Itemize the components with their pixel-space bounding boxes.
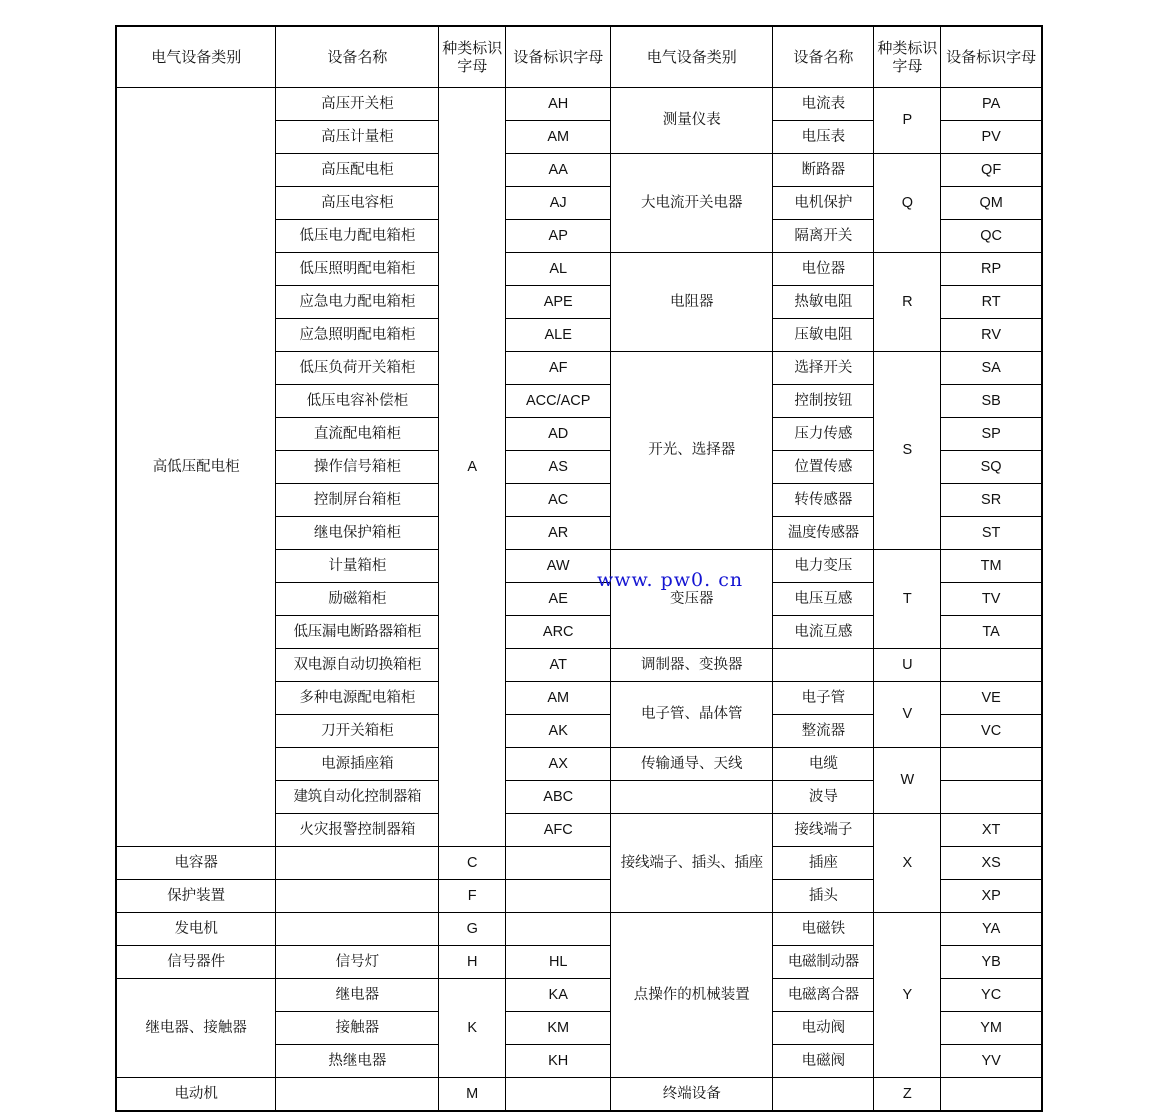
cell-device-name-left bbox=[276, 1078, 439, 1112]
cell-id-code-left: AFC bbox=[506, 814, 611, 847]
header-cell-id-letter-left: 设备标识字母 bbox=[506, 26, 611, 88]
cell-id-code-right: PV bbox=[941, 121, 1042, 154]
cell-category-right: 调制器、变换器 bbox=[611, 649, 773, 682]
cell-category-right: 测量仪表 bbox=[611, 88, 773, 154]
cell-category-right: 开光、选择器 bbox=[611, 352, 773, 550]
cell-id-code-left: AR bbox=[506, 517, 611, 550]
cell-device-name-right: 电压互感 bbox=[773, 583, 874, 616]
cell-device-name-left: 刀开关箱柜 bbox=[276, 715, 439, 748]
cell-device-name-right: 电子管 bbox=[773, 682, 874, 715]
cell-device-name-right: 控制按钮 bbox=[773, 385, 874, 418]
cell-id-code-left: AJ bbox=[506, 187, 611, 220]
cell-id-code-left: AW bbox=[506, 550, 611, 583]
cell-category-left: 高低压配电柜 bbox=[116, 88, 276, 847]
cell-device-name-left: 继电保护箱柜 bbox=[276, 517, 439, 550]
cell-id-code-right: XS bbox=[941, 847, 1042, 880]
header-cell-kind-letter-left: 种类标识字母 bbox=[439, 26, 506, 88]
cell-kind-letter-right: Y bbox=[874, 913, 941, 1078]
cell-device-name-left: 低压负荷开关箱柜 bbox=[276, 352, 439, 385]
cell-device-name-right: 电磁离合器 bbox=[773, 979, 874, 1012]
cell-device-name-right: 整流器 bbox=[773, 715, 874, 748]
cell-kind-letter-right: X bbox=[874, 814, 941, 913]
cell-id-code-left: AC bbox=[506, 484, 611, 517]
cell-id-code-left: AH bbox=[506, 88, 611, 121]
header-cell-name-left: 设备名称 bbox=[276, 26, 439, 88]
cell-device-name-right: 转传感器 bbox=[773, 484, 874, 517]
cell-device-name-left bbox=[276, 880, 439, 913]
cell-id-code-right: TV bbox=[941, 583, 1042, 616]
cell-device-name-left: 火灾报警控制器箱 bbox=[276, 814, 439, 847]
cell-device-name-left: 多种电源配电箱柜 bbox=[276, 682, 439, 715]
cell-device-name-left: 应急照明配电箱柜 bbox=[276, 319, 439, 352]
cell-device-name-left: 控制屏台箱柜 bbox=[276, 484, 439, 517]
cell-category-left: 发电机 bbox=[116, 913, 276, 946]
cell-id-code-left bbox=[506, 913, 611, 946]
cell-id-code-right bbox=[941, 649, 1042, 682]
cell-kind-letter-right: V bbox=[874, 682, 941, 748]
table-header-row bbox=[116, 26, 1042, 88]
cell-id-code-left: ALE bbox=[506, 319, 611, 352]
cell-kind-letter-right: S bbox=[874, 352, 941, 550]
cell-id-code-left: ABC bbox=[506, 781, 611, 814]
cell-kind-letter-left: C bbox=[439, 847, 506, 880]
cell-id-code-right bbox=[941, 1078, 1042, 1112]
header-cell-kind-letter-right: 种类标识字母 bbox=[874, 26, 941, 88]
cell-kind-letter-right: Q bbox=[874, 154, 941, 253]
cell-category-right: 电子管、晶体管 bbox=[611, 682, 773, 748]
cell-category-right: 接线端子、插头、插座 bbox=[611, 814, 773, 913]
cell-device-name-right bbox=[773, 1078, 874, 1112]
cell-device-name-right: 电流表 bbox=[773, 88, 874, 121]
cell-id-code-left: AM bbox=[506, 121, 611, 154]
cell-id-code-right bbox=[941, 781, 1042, 814]
cell-device-name-right: 电力变压 bbox=[773, 550, 874, 583]
cell-id-code-left: APE bbox=[506, 286, 611, 319]
cell-device-name-left: 电源插座箱 bbox=[276, 748, 439, 781]
cell-id-code-left: AL bbox=[506, 253, 611, 286]
cell-device-name-left: 建筑自动化控制器箱 bbox=[276, 781, 439, 814]
table-row bbox=[116, 913, 1042, 946]
cell-id-code-right: XT bbox=[941, 814, 1042, 847]
header-cell-name-right: 设备名称 bbox=[773, 26, 874, 88]
cell-id-code-right: RT bbox=[941, 286, 1042, 319]
cell-id-code-right: TM bbox=[941, 550, 1042, 583]
cell-device-name-left: 低压电容补偿柜 bbox=[276, 385, 439, 418]
cell-device-name-left: 高压配电柜 bbox=[276, 154, 439, 187]
table-body bbox=[116, 26, 1042, 1111]
cell-kind-letter-left: K bbox=[439, 979, 506, 1078]
cell-device-name-right: 电机保护 bbox=[773, 187, 874, 220]
cell-kind-letter-left: F bbox=[439, 880, 506, 913]
cell-id-code-right: YV bbox=[941, 1045, 1042, 1078]
cell-category-left: 继电器、接触器 bbox=[116, 979, 276, 1078]
cell-category-right: 点操作的机械装置 bbox=[611, 913, 773, 1078]
cell-kind-letter-left: A bbox=[439, 88, 506, 847]
cell-device-name-right: 压敏电阻 bbox=[773, 319, 874, 352]
cell-device-name-left bbox=[276, 913, 439, 946]
cell-device-name-left: 励磁箱柜 bbox=[276, 583, 439, 616]
cell-category-left: 电容器 bbox=[116, 847, 276, 880]
cell-id-code-left: AE bbox=[506, 583, 611, 616]
electrical-device-code-table bbox=[115, 25, 1043, 1112]
cell-kind-letter-right: Z bbox=[874, 1078, 941, 1112]
spreadsheet-area bbox=[115, 25, 1043, 1102]
cell-device-name-right: 隔离开关 bbox=[773, 220, 874, 253]
cell-device-name-right: 插座 bbox=[773, 847, 874, 880]
cell-category-right: 传输通导、天线 bbox=[611, 748, 773, 781]
cell-device-name-left: 低压电力配电箱柜 bbox=[276, 220, 439, 253]
table-row bbox=[116, 88, 1042, 121]
cell-category-right bbox=[611, 781, 773, 814]
cell-device-name-left: 热继电器 bbox=[276, 1045, 439, 1078]
cell-id-code-right: XP bbox=[941, 880, 1042, 913]
cell-id-code-right: YA bbox=[941, 913, 1042, 946]
watermark-text: www. pw0. cn bbox=[597, 569, 744, 591]
cell-id-code-right: QC bbox=[941, 220, 1042, 253]
cell-category-left: 保护装置 bbox=[116, 880, 276, 913]
cell-device-name-left: 操作信号箱柜 bbox=[276, 451, 439, 484]
cell-device-name-left: 高压电容柜 bbox=[276, 187, 439, 220]
cell-kind-letter-left: H bbox=[439, 946, 506, 979]
cell-device-name-left: 信号灯 bbox=[276, 946, 439, 979]
cell-device-name-left: 双电源自动切换箱柜 bbox=[276, 649, 439, 682]
cell-device-name-left: 高压计量柜 bbox=[276, 121, 439, 154]
cell-id-code-left: ACC/ACP bbox=[506, 385, 611, 418]
cell-category-right: 变压器 bbox=[611, 550, 773, 649]
cell-device-name-right bbox=[773, 649, 874, 682]
header-cell-category-left: 电气设备类别 bbox=[116, 26, 276, 88]
cell-category-left: 信号器件 bbox=[116, 946, 276, 979]
cell-device-name-right: 位置传感 bbox=[773, 451, 874, 484]
cell-device-name-right: 电磁阀 bbox=[773, 1045, 874, 1078]
cell-id-code-right: TA bbox=[941, 616, 1042, 649]
header-cell-category-right: 电气设备类别 bbox=[611, 26, 773, 88]
cell-device-name-right: 选择开关 bbox=[773, 352, 874, 385]
cell-kind-letter-left: G bbox=[439, 913, 506, 946]
cell-id-code-left: ARC bbox=[506, 616, 611, 649]
cell-id-code-right: YB bbox=[941, 946, 1042, 979]
cell-device-name-left: 低压漏电断路器箱柜 bbox=[276, 616, 439, 649]
cell-device-name-right: 接线端子 bbox=[773, 814, 874, 847]
cell-id-code-left: AX bbox=[506, 748, 611, 781]
cell-id-code-left: AM bbox=[506, 682, 611, 715]
cell-id-code-right bbox=[941, 748, 1042, 781]
cell-id-code-right: SP bbox=[941, 418, 1042, 451]
cell-id-code-right: ST bbox=[941, 517, 1042, 550]
cell-id-code-right: RP bbox=[941, 253, 1042, 286]
cell-id-code-left bbox=[506, 847, 611, 880]
cell-id-code-left bbox=[506, 1078, 611, 1112]
cell-device-name-right: 插头 bbox=[773, 880, 874, 913]
cell-device-name-right: 压力传感 bbox=[773, 418, 874, 451]
cell-id-code-left: AP bbox=[506, 220, 611, 253]
cell-id-code-right: VC bbox=[941, 715, 1042, 748]
cell-device-name-left: 高压开关柜 bbox=[276, 88, 439, 121]
cell-id-code-left: AF bbox=[506, 352, 611, 385]
cell-kind-letter-right: T bbox=[874, 550, 941, 649]
cell-id-code-left: KH bbox=[506, 1045, 611, 1078]
cell-id-code-right: RV bbox=[941, 319, 1042, 352]
cell-id-code-left: AD bbox=[506, 418, 611, 451]
header-cell-id-letter-right: 设备标识字母 bbox=[941, 26, 1042, 88]
cell-id-code-right: SR bbox=[941, 484, 1042, 517]
cell-device-name-right: 电磁铁 bbox=[773, 913, 874, 946]
cell-id-code-left: AA bbox=[506, 154, 611, 187]
cell-category-right: 终端设备 bbox=[611, 1078, 773, 1112]
cell-device-name-right: 电压表 bbox=[773, 121, 874, 154]
cell-id-code-left: AT bbox=[506, 649, 611, 682]
cell-device-name-right: 电磁制动器 bbox=[773, 946, 874, 979]
cell-id-code-left bbox=[506, 880, 611, 913]
cell-device-name-left: 直流配电箱柜 bbox=[276, 418, 439, 451]
cell-id-code-right: YM bbox=[941, 1012, 1042, 1045]
cell-kind-letter-right: W bbox=[874, 748, 941, 814]
cell-device-name-left: 继电器 bbox=[276, 979, 439, 1012]
cell-device-name-left bbox=[276, 847, 439, 880]
cell-device-name-left: 低压照明配电箱柜 bbox=[276, 253, 439, 286]
cell-id-code-right: QF bbox=[941, 154, 1042, 187]
cell-device-name-right: 电动阀 bbox=[773, 1012, 874, 1045]
cell-id-code-left: AK bbox=[506, 715, 611, 748]
cell-id-code-right: SA bbox=[941, 352, 1042, 385]
cell-device-name-left: 计量箱柜 bbox=[276, 550, 439, 583]
cell-id-code-right: SB bbox=[941, 385, 1042, 418]
table-row bbox=[116, 1078, 1042, 1112]
cell-id-code-right: VE bbox=[941, 682, 1042, 715]
cell-id-code-left: KM bbox=[506, 1012, 611, 1045]
cell-category-right: 大电流开关电器 bbox=[611, 154, 773, 253]
cell-device-name-right: 热敏电阻 bbox=[773, 286, 874, 319]
cell-device-name-right: 断路器 bbox=[773, 154, 874, 187]
cell-kind-letter-right: P bbox=[874, 88, 941, 154]
cell-device-name-right: 波导 bbox=[773, 781, 874, 814]
cell-kind-letter-right: R bbox=[874, 253, 941, 352]
cell-device-name-right: 电位器 bbox=[773, 253, 874, 286]
cell-id-code-right: YC bbox=[941, 979, 1042, 1012]
cell-kind-letter-right: U bbox=[874, 649, 941, 682]
cell-id-code-left: AS bbox=[506, 451, 611, 484]
cell-device-name-left: 应急电力配电箱柜 bbox=[276, 286, 439, 319]
cell-category-left: 电动机 bbox=[116, 1078, 276, 1112]
cell-kind-letter-left: M bbox=[439, 1078, 506, 1112]
cell-id-code-left: KA bbox=[506, 979, 611, 1012]
cell-id-code-left: HL bbox=[506, 946, 611, 979]
cell-category-right: 电阻器 bbox=[611, 253, 773, 352]
cell-device-name-right: 温度传感器 bbox=[773, 517, 874, 550]
cell-id-code-right: QM bbox=[941, 187, 1042, 220]
cell-id-code-right: SQ bbox=[941, 451, 1042, 484]
cell-id-code-right: PA bbox=[941, 88, 1042, 121]
cell-device-name-left: 接触器 bbox=[276, 1012, 439, 1045]
cell-device-name-right: 电流互感 bbox=[773, 616, 874, 649]
cell-device-name-right: 电缆 bbox=[773, 748, 874, 781]
